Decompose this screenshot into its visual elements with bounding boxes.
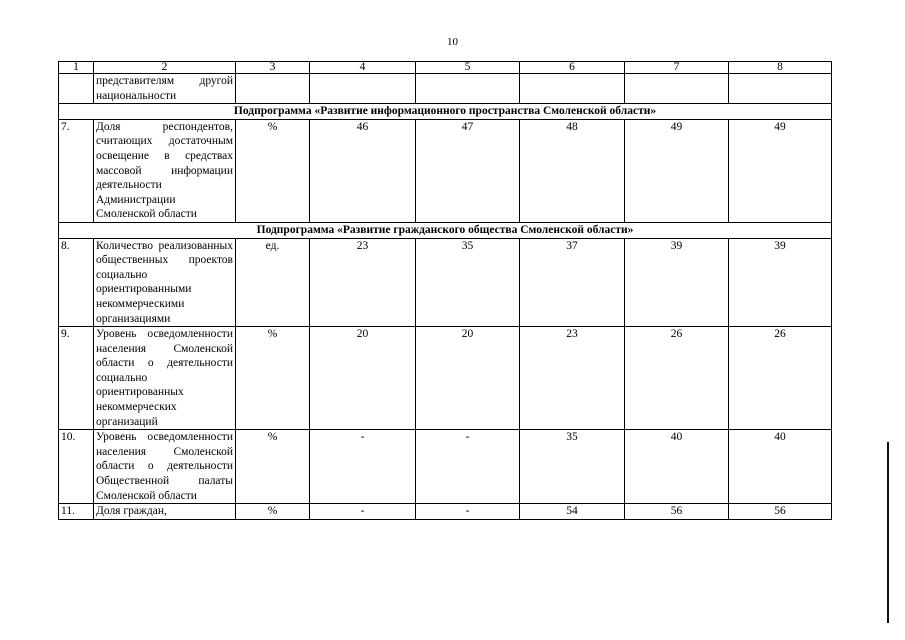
column-header: 7: [625, 62, 729, 74]
value-cell: -: [416, 504, 520, 520]
subprogram-row: [59, 222, 832, 238]
value-cell: 35: [520, 430, 625, 504]
indicator-name: Доля граждан,: [94, 504, 236, 520]
subprogram-title: Подпрограмма «Развитие информационного пространства Смоленской области»: [59, 104, 832, 120]
column-header: 5: [416, 62, 520, 74]
scan-edge-line: [887, 442, 889, 623]
value-cell: 49: [625, 119, 729, 222]
empty-cell: [310, 74, 416, 104]
row-number: 10.: [59, 430, 94, 504]
empty-cell: [59, 74, 94, 104]
unit-cell: %: [236, 430, 310, 504]
value-cell: -: [416, 430, 520, 504]
value-cell: 56: [625, 504, 729, 520]
table-row: [59, 238, 832, 327]
value-cell: 39: [729, 238, 832, 327]
indicator-name: Количество реализованных общественных проектов социально ориентированными некоммерческими организациями: [94, 238, 236, 327]
value-cell: 35: [416, 238, 520, 327]
column-header: 2: [94, 62, 236, 74]
unit-cell: %: [236, 327, 310, 430]
value-cell: 54: [520, 504, 625, 520]
subprogram-row: [59, 104, 832, 120]
empty-cell: [416, 74, 520, 104]
table-row: [59, 327, 832, 430]
table-row: [59, 504, 832, 520]
value-cell: 40: [625, 430, 729, 504]
empty-cell: [625, 74, 729, 104]
value-cell: 37: [520, 238, 625, 327]
value-cell: 20: [310, 327, 416, 430]
table-row: [59, 430, 832, 504]
table-row: [59, 119, 832, 222]
indicator-name: Доля респондентов, считающих достаточным освещение в средствах массовой информации деятельности Администрации Смоленской области: [94, 119, 236, 222]
empty-cell: [236, 74, 310, 104]
value-cell: 46: [310, 119, 416, 222]
indicator-name: Уровень осведомленности населения Смоленской области о деятельности социально ориентированных некоммерческих организаций: [94, 327, 236, 430]
unit-cell: %: [236, 119, 310, 222]
indicators-table: [58, 61, 832, 520]
empty-cell: [729, 74, 832, 104]
value-cell: 49: [729, 119, 832, 222]
value-cell: -: [310, 504, 416, 520]
empty-cell: [520, 74, 625, 104]
row-number: 8.: [59, 238, 94, 327]
indicator-name: Уровень осведомленности населения Смоленской области о деятельности Общественной палаты Смоленской области: [94, 430, 236, 504]
column-header: 4: [310, 62, 416, 74]
value-cell: 56: [729, 504, 832, 520]
row-number: 9.: [59, 327, 94, 430]
subprogram-title: Подпрограмма «Развитие гражданского общества Смоленской области»: [59, 222, 832, 238]
value-cell: 40: [729, 430, 832, 504]
unit-cell: %: [236, 504, 310, 520]
column-number-row: [59, 62, 832, 74]
value-cell: 39: [625, 238, 729, 327]
value-cell: 23: [310, 238, 416, 327]
column-header: 6: [520, 62, 625, 74]
column-header: 3: [236, 62, 310, 74]
column-header: 8: [729, 62, 832, 74]
page-number: 10: [447, 36, 458, 48]
table-row: [59, 74, 832, 104]
value-cell: 26: [625, 327, 729, 430]
row-number: 7.: [59, 119, 94, 222]
value-cell: 20: [416, 327, 520, 430]
value-cell: 23: [520, 327, 625, 430]
value-cell: 48: [520, 119, 625, 222]
indicator-name: представителям другой национальности: [94, 74, 236, 104]
value-cell: -: [310, 430, 416, 504]
unit-cell: ед.: [236, 238, 310, 327]
row-number: 11.: [59, 504, 94, 520]
value-cell: 47: [416, 119, 520, 222]
column-header: 1: [59, 62, 94, 74]
value-cell: 26: [729, 327, 832, 430]
